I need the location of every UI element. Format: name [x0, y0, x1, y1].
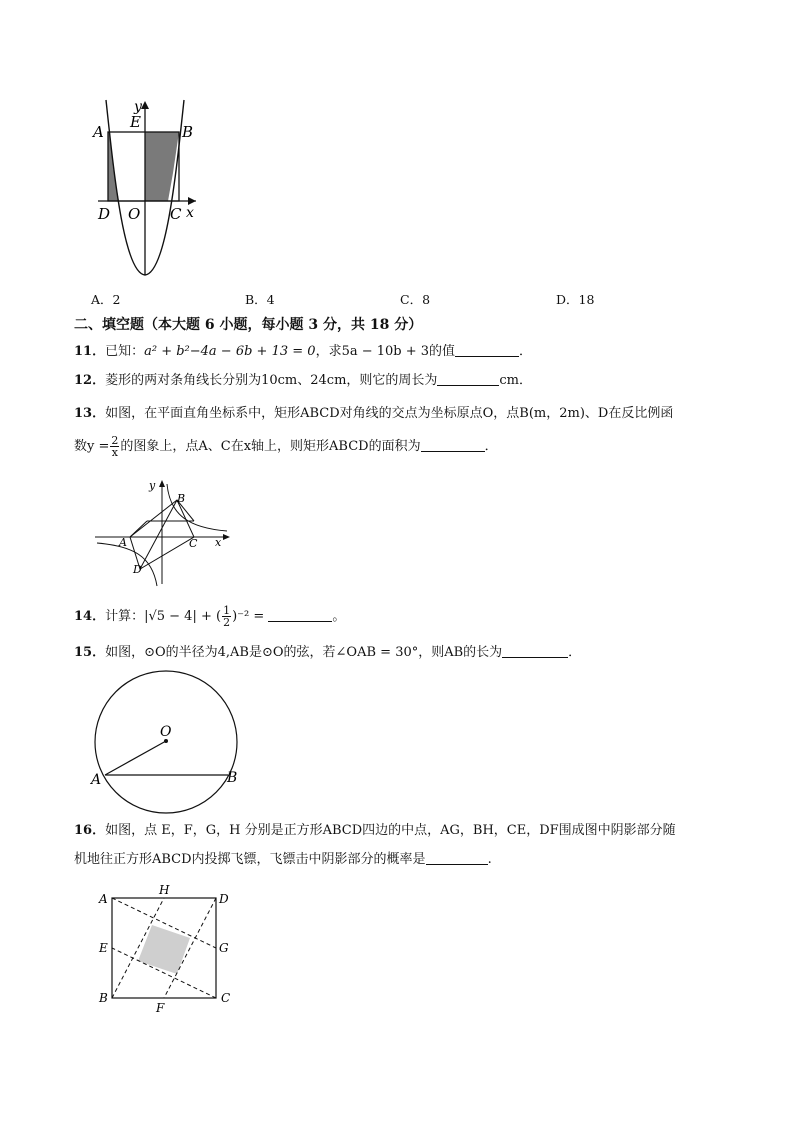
label-a: A [99, 892, 108, 906]
label-b: B [227, 770, 238, 786]
label-y: y [149, 479, 156, 492]
q13-line2a: 数y = [74, 439, 110, 454]
choice-a: A．2 [91, 292, 121, 307]
x-axis-arrow [188, 197, 196, 205]
q12-text: 菱形的两对条角线长分别为10cm、24cm，则它的周长为 [105, 373, 438, 388]
question-13-line2 [74, 432, 498, 462]
hyperbola-figure [95, 476, 235, 588]
shaded-right-region [145, 132, 179, 201]
label-d: D [219, 892, 229, 906]
label-a: A [93, 123, 104, 141]
q13-answer-blank[interactable] [421, 439, 485, 452]
q16-line1: 如图，点 E，F，G，H 分别是正方形ABCD四边的中点，AG，BH，CE，DF围成图中阴影部分随 [105, 823, 676, 838]
label-d: D [98, 205, 111, 223]
question-14 [74, 602, 345, 632]
label-x: x [186, 205, 194, 221]
choice-c: C．8 [400, 292, 431, 307]
q15-answer-blank[interactable] [502, 645, 568, 658]
x-axis-arrow [223, 534, 230, 540]
q11-answer-blank[interactable] [455, 344, 519, 357]
label-h: H [159, 883, 170, 897]
choice-b: B．4 [245, 292, 275, 307]
q15-text: 如图，⊙O的半径为4,AB是⊙O的弦，若∠OAB = 30°，则AB的长为 [105, 645, 503, 660]
label-c: C [221, 991, 231, 1005]
q11-equation: a² + b²−4a − 6b + 13 = 0 [144, 344, 316, 359]
q15-end: ． [568, 645, 582, 660]
label-c: C [170, 205, 182, 223]
q11-prefix: 已知： [105, 344, 145, 359]
q14-exp: )⁻² = [232, 609, 265, 624]
q15-number: 15． [74, 645, 106, 660]
q13-line1: 如图，在平面直角坐标系中，矩形ABCD对角线的交点为坐标原点O，点B(m，2m)、D在反比例函 [105, 406, 674, 421]
q12-number: 12． [74, 373, 106, 388]
question-11 [74, 343, 532, 361]
y-axis-arrow [141, 101, 149, 109]
q16-line2: 机地往正方形ABCD内投掷飞镖，飞镖击中阴影部分的概率是 [74, 852, 426, 867]
q13-fraction [110, 435, 119, 458]
q14-fraction [222, 605, 231, 628]
q13-end: ． [484, 439, 498, 454]
q16-answer-blank[interactable] [426, 852, 488, 865]
label-o: O [160, 724, 172, 740]
choice-d: D．18 [556, 292, 595, 307]
label-d: D [133, 563, 142, 576]
q13-frac-num: 2 [111, 434, 119, 447]
q14-frac-num: 1 [223, 604, 231, 617]
circle-figure [88, 668, 248, 816]
parabola-figure [88, 95, 208, 280]
q14-prefix: 计算：|√5 − 4| + ( [105, 609, 222, 624]
label-x: x [215, 536, 222, 549]
q14-frac-den: 2 [223, 616, 231, 629]
q14-end: 。 [332, 609, 346, 624]
square-figure [95, 882, 240, 1017]
q14-answer-blank[interactable] [268, 609, 332, 622]
radius-oa [105, 741, 166, 775]
label-c: C [189, 537, 198, 550]
q13-line2b: 的图象上，点A、C在x轴上，则矩形ABCD的面积为 [120, 439, 421, 454]
question-16-line2 [74, 851, 492, 869]
question-13-line1 [74, 405, 673, 423]
label-a: A [119, 536, 127, 549]
q12-answer-blank[interactable] [437, 373, 499, 386]
y-axis-arrow [159, 480, 165, 487]
label-e: E [99, 941, 108, 955]
q16-end: . [487, 852, 492, 867]
question-12 [74, 372, 532, 390]
label-b: B [99, 991, 108, 1005]
label-a: A [91, 772, 102, 788]
q11-mid: ，求5a − 10b + 3的值 [315, 344, 456, 359]
q11-end: ． [519, 344, 533, 359]
label-o: O [128, 205, 141, 223]
q14-number: 14． [74, 609, 106, 624]
question-15 [74, 644, 581, 662]
hyperbola-branch-q1 [167, 484, 227, 531]
q11-number: 11． [74, 344, 106, 359]
q12-unit: cm． [499, 373, 533, 388]
label-g: G [219, 941, 229, 955]
q13-number: 13． [74, 406, 106, 421]
diagonal-bd [140, 500, 177, 569]
label-b: B [182, 123, 194, 141]
section-heading: 二、填空题（本大题 6 小题，每小题 3 分，共 18 分） [74, 317, 423, 333]
segment-a-upper [130, 521, 147, 537]
label-e: E [130, 113, 141, 131]
q13-frac-den: x [111, 446, 118, 459]
label-f: F [156, 1001, 165, 1015]
question-16-line1 [74, 822, 676, 840]
label-b: B [177, 492, 186, 505]
label-y: y [134, 99, 142, 115]
q16-number: 16． [74, 823, 106, 838]
